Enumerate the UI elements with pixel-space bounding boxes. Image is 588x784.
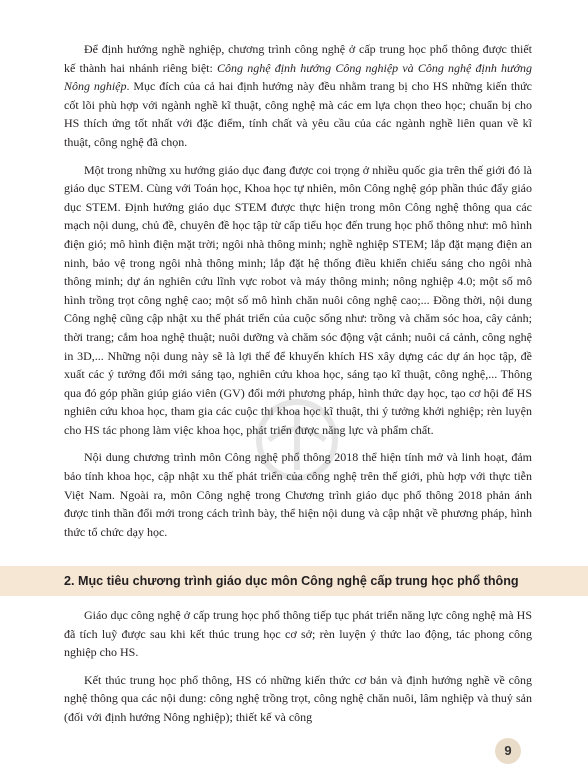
paragraph-career-orientation <box>64 40 532 152</box>
paragraph-goals-competency: Giáo dục công nghệ ở cấp trung học phổ thông tiếp tục phát triển năng lực công nghệ mà HS đã tích luỹ được sau khi kết thúc trung học cơ sở; rèn luyện ý thức lao động, tác phong công nghiệp cho HS. <box>64 608 532 660</box>
body-text-upper <box>64 40 532 541</box>
section-heading: 2. Mục tiêu chương trình giáo dục môn Công nghệ cấp trung học phổ thông <box>64 574 519 588</box>
paragraph-1-tail: . Mục đích của cả hai định hướng này đều nhằm trang bị cho HS những kiến thức cốt lõi phù hợp với ngành nghề kĩ thuật, công nghệ mà các em lựa chọn theo học; chuẩn bị cho HS thích ứng tốt nhất với đặc điểm, tính chất và yêu cầu của các ngành nghề liên quan về kĩ thuật, công nghệ đã chọn. <box>64 79 532 149</box>
paragraph-1-lead: Để định hướng nghề nghiệp, chương trình công nghệ ở cấp trung học phổ thông được thiết kế thành hai nhánh riêng biệt: <box>64 42 532 75</box>
paragraph-curriculum-2018: Nội dung chương trình môn Công nghệ phổ thông 2018 thể hiện tính mở và linh hoạt, đảm bảo tính khoa học, cập nhật xu thế phát triển của công nghệ trên thế giới, phù hợp với thực tiễn Việt Nam. Ngoài ra, môn Công nghệ trong Chương trình giáo dục phổ thông 2018 phản ánh được tinh thần đổi mới trong cách trình bày, thể hiện nội dung và cập nhật về phương pháp, hình thức tổ chức dạy học. <box>64 450 532 539</box>
paragraph-stem-education: Một trong những xu hướng giáo dục đang được coi trọng ở nhiều quốc gia trên thế giới đó là giáo dục STEM. Cùng với Toán học, Khoa học tự nhiên, môn Công nghệ góp phần thúc đẩy giáo dục STEM. Định hướng giáo dục STEM được thực hiện trong môn Công nghệ thông qua các mạch nội dung, chủ đề, chuyên đề học tập từ cấp tiểu học đến trung học phổ thông như: mô hình điện gió; mô hình điện mặt trời; ngôi nhà thông minh; nghề nghiệp STEM; lắp đặt mạng điện an ninh, bảo vệ trong ngôi nhà thông minh; lắp đặt hệ thống điều khiển chiếu sáng cho ngôi nhà thông minh; dự án nghiên cứu lĩnh vực robot và máy thông minh; nông nghiệp 4.0; một số mô hình trồng trọt công nghệ cao; một số mô hình chăn nuôi công nghệ cao;... Đồng thời, nội dung Công nghệ cũng cập nhật xu thế phát triển của cuộc sống như: trồng và chăm sóc hoa, cây cảnh; thời trang; cắm hoa nghệ thuật; nuôi dưỡng và chăm sóc động vật cảnh; nuôi cá cảnh, công nghệ in 3D,... Những nội dung này sẽ là lợi thế để khuyến khích HS xây dựng các dự án học tập, đề xuất các ý tưởng đổi mới sáng tạo, nghiên cứu khoa học, sáng tạo kĩ thuật, công nghệ,... Thông qua đó góp phần giúp giáo viên (GV) đổi mới phương pháp, hình thức dạy học, tạo cơ hội để HS nghiên cứu khoa học, tham gia các cuộc thi khoa học kĩ thuật, thi ý tưởng khởi nghiệp; rèn luyện cho HS tác phong làm việc khoa học, phát triển được năng lực và phẩm chất. <box>64 162 532 437</box>
page-number-badge: 9 <box>495 738 521 764</box>
paragraph-1-italic-branches: Công nghệ định hướng Công nghiệp và Công nghệ định hướng Nông nghiệp <box>64 60 532 94</box>
body-text-lower <box>64 606 532 727</box>
paragraph-goals-outcomes: Kết thúc trung học phổ thông, HS có những kiến thức cơ bản và định hướng nghề về công nghệ thông qua các nội dung: công nghệ trồng trọt, công nghệ chăn nuôi, lâm nghiệp và thuỷ sản (đối với định hướng Nông nghiệp); thiết kế và công <box>64 672 532 724</box>
